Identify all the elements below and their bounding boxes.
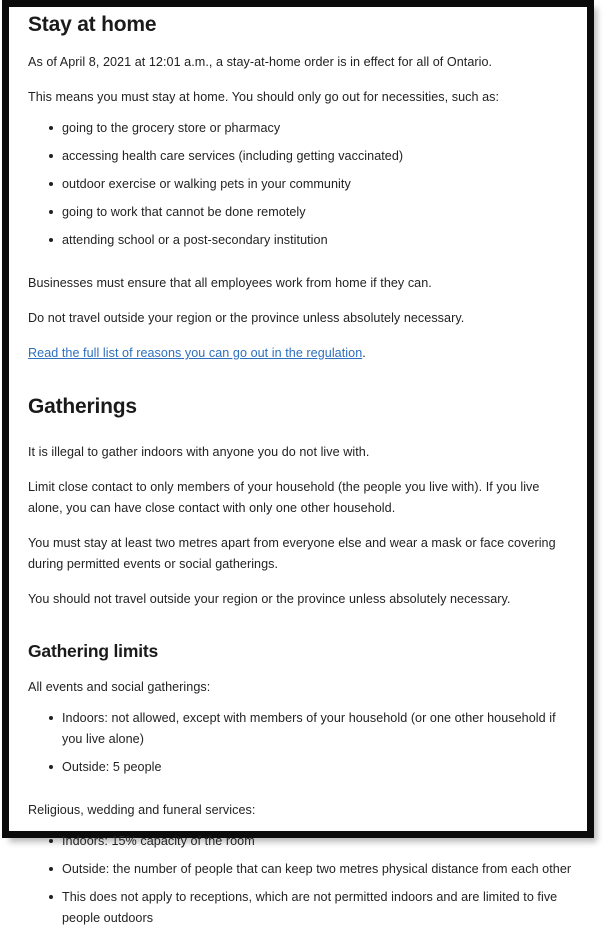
spacer <box>28 329 573 343</box>
list-item: This does not apply to receptions, which are not permitted indoors and are limited to five people outdoors <box>28 887 573 929</box>
section-gathering-limits <box>28 640 573 929</box>
document-content <box>9 7 587 925</box>
spacer <box>28 821 573 831</box>
label-religious-wedding-funeral-services: Religious, wedding and funeral services: <box>28 803 256 817</box>
spacer <box>28 167 573 174</box>
list-item: outdoor exercise or walking pets in your community <box>28 174 573 195</box>
paragraph-regulation-link <box>28 343 573 364</box>
list-all-events-limits <box>28 708 573 778</box>
spacer <box>28 364 573 394</box>
spacer <box>28 698 573 708</box>
link-trailing-period: . <box>362 346 366 360</box>
heading-gatherings: Gatherings <box>28 395 137 418</box>
list-item: going to work that cannot be done remotely <box>28 202 573 223</box>
spacer <box>28 663 573 677</box>
paragraph-businesses-work-from-home: Businesses must ensure that all employees work from home if they can. <box>28 276 432 290</box>
spacer <box>28 463 573 477</box>
spacer <box>28 575 573 589</box>
paragraph-illegal-indoor-gathering: It is illegal to gather indoors with anyone you do not live with. <box>28 445 370 459</box>
spacer <box>28 38 573 52</box>
spacer <box>28 108 573 118</box>
list-item: Indoors: not allowed, except with members of your household (or one other household if you live alone) <box>28 708 573 750</box>
link-full-list-of-reasons[interactable]: Read the full list of reasons you can go out in the regulation <box>28 346 363 360</box>
spacer <box>28 610 573 640</box>
document-page-frame <box>2 0 594 925</box>
heading-gathering-limits: Gathering limits <box>28 641 159 661</box>
spacer <box>28 195 573 202</box>
paragraph-do-not-travel: Do not travel outside your region or the province unless absolutely necessary. <box>28 311 465 325</box>
list-item: Outside: the number of people that can keep two metres physical distance from each other <box>28 859 573 880</box>
spacer <box>28 750 573 757</box>
list-religious-service-limits <box>28 831 573 929</box>
label-all-events-and-social-gatherings: All events and social gatherings: <box>28 680 211 694</box>
list-item: accessing health care services (including getting vaccinated) <box>28 146 573 167</box>
spacer <box>28 223 573 230</box>
list-item: Indoors: 15% capacity of the room <box>28 831 573 852</box>
section-stay-at-home <box>28 12 573 364</box>
list-necessities <box>28 118 573 251</box>
spacer <box>28 251 573 273</box>
heading-stay-at-home: Stay at home <box>28 13 157 36</box>
spacer <box>28 294 573 308</box>
paragraph-limit-close-contact: Limit close contact to only members of your household (the people you live with). If you live alone, you can have close contact with only one other household. <box>28 480 540 515</box>
spacer <box>28 420 573 442</box>
list-item: attending school or a post-secondary institution <box>28 230 573 251</box>
spacer <box>28 73 573 87</box>
paragraph-distance-and-mask: You must stay at least two metres apart from everyone else and wear a mask or face covering during permitted events or social gatherings. <box>28 536 556 571</box>
paragraph-should-not-travel: You should not travel outside your region or the province unless absolutely necessary. <box>28 592 511 606</box>
spacer <box>28 880 573 887</box>
section-gatherings <box>28 394 573 610</box>
spacer <box>28 139 573 146</box>
spacer <box>28 778 573 800</box>
paragraph-effective-notice: As of April 8, 2021 at 12:01 a.m., a stay-at-home order is in effect for all of Ontario. <box>28 55 493 69</box>
paragraph-intro-necessities: This means you must stay at home. You should only go out for necessities, such as: <box>28 90 500 104</box>
spacer <box>28 519 573 533</box>
spacer <box>28 852 573 859</box>
list-item: going to the grocery store or pharmacy <box>28 118 573 139</box>
list-item: Outside: 5 people <box>28 757 573 778</box>
